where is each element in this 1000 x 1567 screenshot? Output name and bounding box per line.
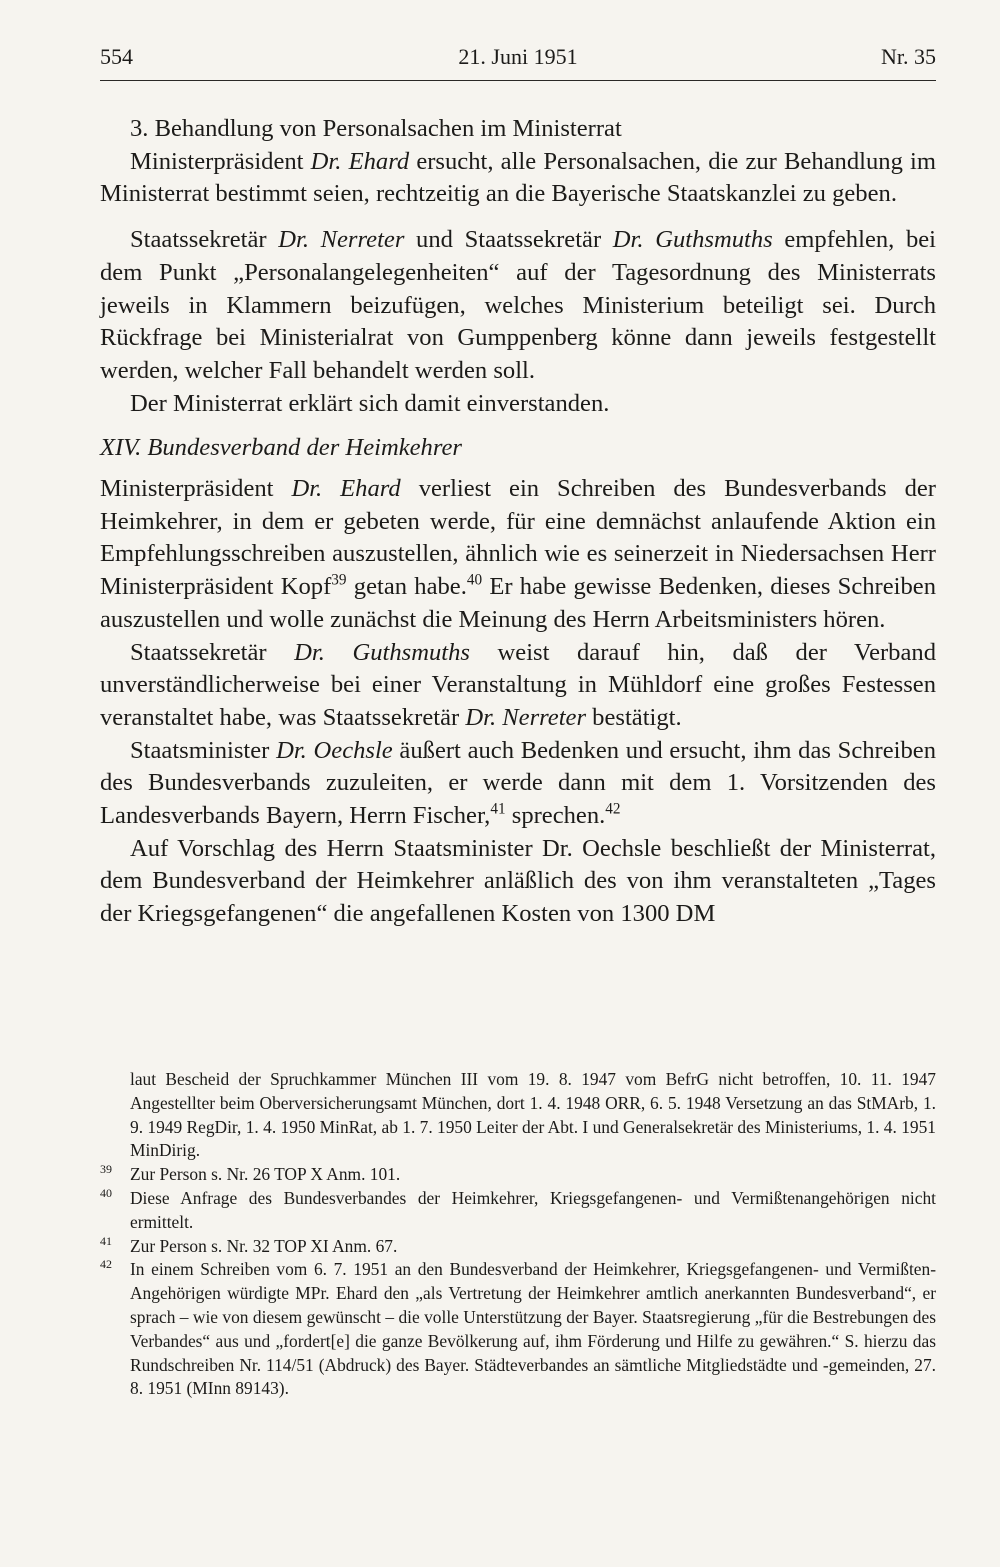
paragraph: Staatssekretär Dr. Nerreter und Staatssekretär Dr. Guthsmuths empfehlen, bei dem Punkt „Personalangelegenheiten“ auf der Tagesordnung des Ministerrats jeweils in Klammern beizufügen, welches Ministerium beteiligt sei. Durch Rückfrage bei Ministerialrat von Gumppenberg könne dann jeweils festgestellt werden, welcher Fall behandelt werden soll.	[100, 226, 936, 384]
footnotes	[100, 1068, 936, 1401]
paragraph: Der Ministerrat erklärt sich damit einverstanden.	[130, 389, 610, 417]
paragraph: Staatssekretär Dr. Guthsmuths weist darauf hin, daß der Verband unverständlicherweise bei einer Veranstaltung in Mühldorf eine großes Festessen veranstaltet habe, was Staatssekretär Dr. Nerreter bestätigt.	[100, 638, 936, 731]
paragraph: Ministerpräsident Dr. Ehard ersucht, alle Personalsachen, die zur Behandlung im Ministerrat bestimmt seien, rechtzeitig an die Bayerische Staatskanzlei zu geben.	[100, 147, 936, 208]
item-3-title: 3. Behandlung von Personalsachen im Ministerrat	[130, 115, 622, 142]
speaker-name: Dr. Ehard	[291, 475, 401, 503]
page-number: 554	[100, 44, 133, 69]
footnote-ref[interactable]: 40	[466, 571, 483, 589]
footnote-ref[interactable]: 41	[490, 800, 506, 818]
header-rule	[100, 80, 936, 81]
footnote-number: 39	[100, 1162, 112, 1177]
footnote-number: 41	[100, 1233, 112, 1248]
footnote-number: 42	[100, 1257, 112, 1272]
speaker-name: Dr. Guthsmuths	[612, 226, 773, 254]
paragraph: Ministerpräsident Dr. Ehard verliest ein Schreiben des Bundesverbands der Heimkehrer, in dem er gebeten werde, für eine demnächst anlaufende Aktion ein Empfehlungsschreiben auszustellen, ähnlich wie es seinerzeit in Niedersachsen Herr Ministerpräsident Kopf$^{39}$ getan habe.$^{40}$ Er habe gewisse Bedenken, dieses Schreiben auszustellen und wolle zunächst die Meinung des Herrn Arbeitsministers hören.	[100, 475, 936, 633]
paragraph: Staatsminister Dr. Oechsle äußert auch Bedenken und ersucht, ihm das Schreiben des Bundesverbands zuzuleiten, er werde dann mit dem 1. Vorsitzenden des Landesverbands Bayern, Herrn Fischer,$^{41}$ sprechen.$^{42}$	[100, 736, 937, 830]
header-date: 21. Juni 1951	[458, 44, 578, 69]
footnote-39: 39 Zur Person s. Nr. 26 TOP X Anm. 101.	[100, 1163, 936, 1187]
section-heading-xiv: XIV. Bundesverband der Heimkehrer	[100, 434, 462, 462]
speaker-name: Dr. Oechsle	[276, 736, 393, 764]
footnote-40: 40 Diese Anfrage des Bundesverbandes der Heimkehrer, Kriegsgefangenen- und Vermißtenangehörigen nicht ermittelt.	[100, 1187, 936, 1235]
footnote-number: 40	[100, 1185, 112, 1200]
footnote-ref[interactable]: 39	[331, 571, 347, 589]
issue-number: Nr. 35	[881, 44, 936, 69]
speaker-name: Dr. Guthsmuths	[294, 638, 470, 666]
running-header	[100, 44, 936, 84]
speaker-name: Dr. Nerreter	[278, 226, 405, 254]
footnote-ref[interactable]: 42	[605, 800, 621, 818]
paragraph: Auf Vorschlag des Herrn Staatsminister Dr. Oechsle beschließt der Ministerrat, dem Bundesverband der Heimkehrer anläßlich des von ihm veranstalteten „Tages der Kriegsgefangenen“ die angefallenen Kosten von 1300 DM	[100, 834, 936, 928]
main-text	[100, 113, 936, 931]
footnote-continuation: laut Bescheid der Spruchkammer München III vom 19. 8. 1947 vom BefrG nicht betroffen, 10. 11. 1947 Angestellter beim Oberversicherungsamt München, dort 1. 4. 1948 ORR, 6. 5. 1948 Versetzung an das StMArb, 1. 9. 1949 RegDir, 1. 4. 1950 MinRat, ab 1. 7. 1950 Leiter der Abt. I und Generalsekretär des Ministeriums, 1. 4. 1951 MinDirig.	[130, 1069, 936, 1161]
footnote-41: 41 Zur Person s. Nr. 32 TOP XI Anm. 67.	[100, 1235, 936, 1259]
speaker-name: Dr. Ehard	[310, 147, 410, 175]
speaker-name: Dr. Nerreter	[465, 703, 587, 731]
footnote-42: 42 In einem Schreiben vom 6. 7. 1951 an den Bundesverband der Heimkehrer, Kriegsgefangenen- und Vermißten-Angehörigen würdigte MPr. Ehard den „als Vertretung der Heimkehrer amtlich anerkannten Bundesverband“, er sprach – wie von diesem gewünscht – die volle Unterstützung der Bayer. Staatsregierung „für die Bestrebungen des Verbandes“ aus und „fordert[e] die ganze Bevölkerung auf, ihm Förderung und Hilfe zu gewähren.“ S. hierzu das Rundschreiben Nr. 114/51 (Abdruck) des Bayer. Städteverbandes an sämtliche Mitgliedstädte und -gemeinden, 27. 8. 1951 (MInn 89143).	[100, 1258, 936, 1401]
